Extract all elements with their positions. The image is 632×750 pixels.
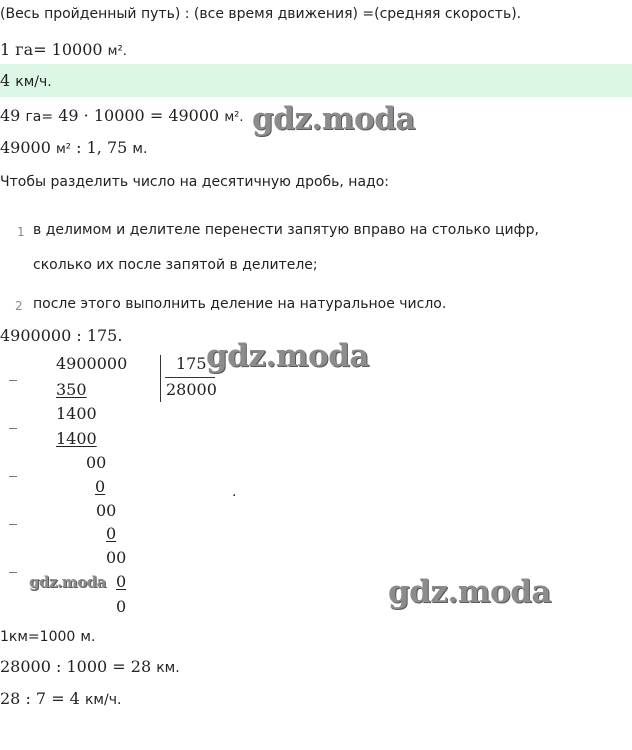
division-bracket-horizontal [165,377,215,378]
division-bracket-vertical [160,355,161,402]
length-division: 49000 м² : 1, 75 м. [0,138,148,157]
answer-speed: 4 км/ч. [0,71,52,90]
highlight-band [0,64,632,97]
division-step: 0 [106,524,117,543]
list-number: 2 [15,299,23,313]
division-step: 00 [96,501,117,520]
speed-result: 28 : 7 = 4 км/ч. [0,689,122,708]
division-step: 00 [86,453,107,472]
division-step: 1400 [56,404,97,423]
minus-sign: _ [9,362,17,381]
area-conversion: 49 га= 49 · 10000 = 49000 м². [0,106,244,125]
dividend: 4900000 [56,354,128,373]
hectare-conversion: 1 га= 10000 м². [0,40,127,59]
list-item: после этого выполнить деление на натуральное число. [33,296,447,312]
minus-sign: _ [9,554,17,573]
division-step: 1400 [56,429,97,448]
list-number: 1 [17,225,25,239]
formula-line: (Весь пройденный путь) : (все время движения) =(средняя скорость). [0,6,522,22]
watermark-logo: gdz.moda [206,338,369,374]
list-item: в делимом и делителе перенести запятую вправо на столько цифр, [33,222,539,238]
minus-sign: _ [9,506,17,525]
division-step: 0 [95,477,106,496]
list-item-continuation: сколько их после запятой в делителе; [33,257,318,273]
km-conversion: 1км=1000 м. [0,629,96,645]
division-step: 0 [116,572,127,591]
division-step: 350 [56,380,87,399]
watermark-logo: gdz.moda [388,574,551,610]
watermark-logo: gdz.moda [252,101,415,137]
division-header: 4900000 : 175. [0,326,123,345]
rule-heading: Чтобы разделить число на десятичную дробь, надо: [0,174,389,190]
division-step: 00 [106,548,127,567]
stray-dot: . [232,484,237,500]
division-step: 0 [116,597,127,616]
quotient: 28000 [166,380,217,399]
minus-sign: _ [9,458,17,477]
minus-sign: _ [9,410,17,429]
divisor: 175 [176,354,207,373]
watermark-logo: gdz.moda [29,573,106,591]
distance-km: 28000 : 1000 = 28 км. [0,657,180,676]
